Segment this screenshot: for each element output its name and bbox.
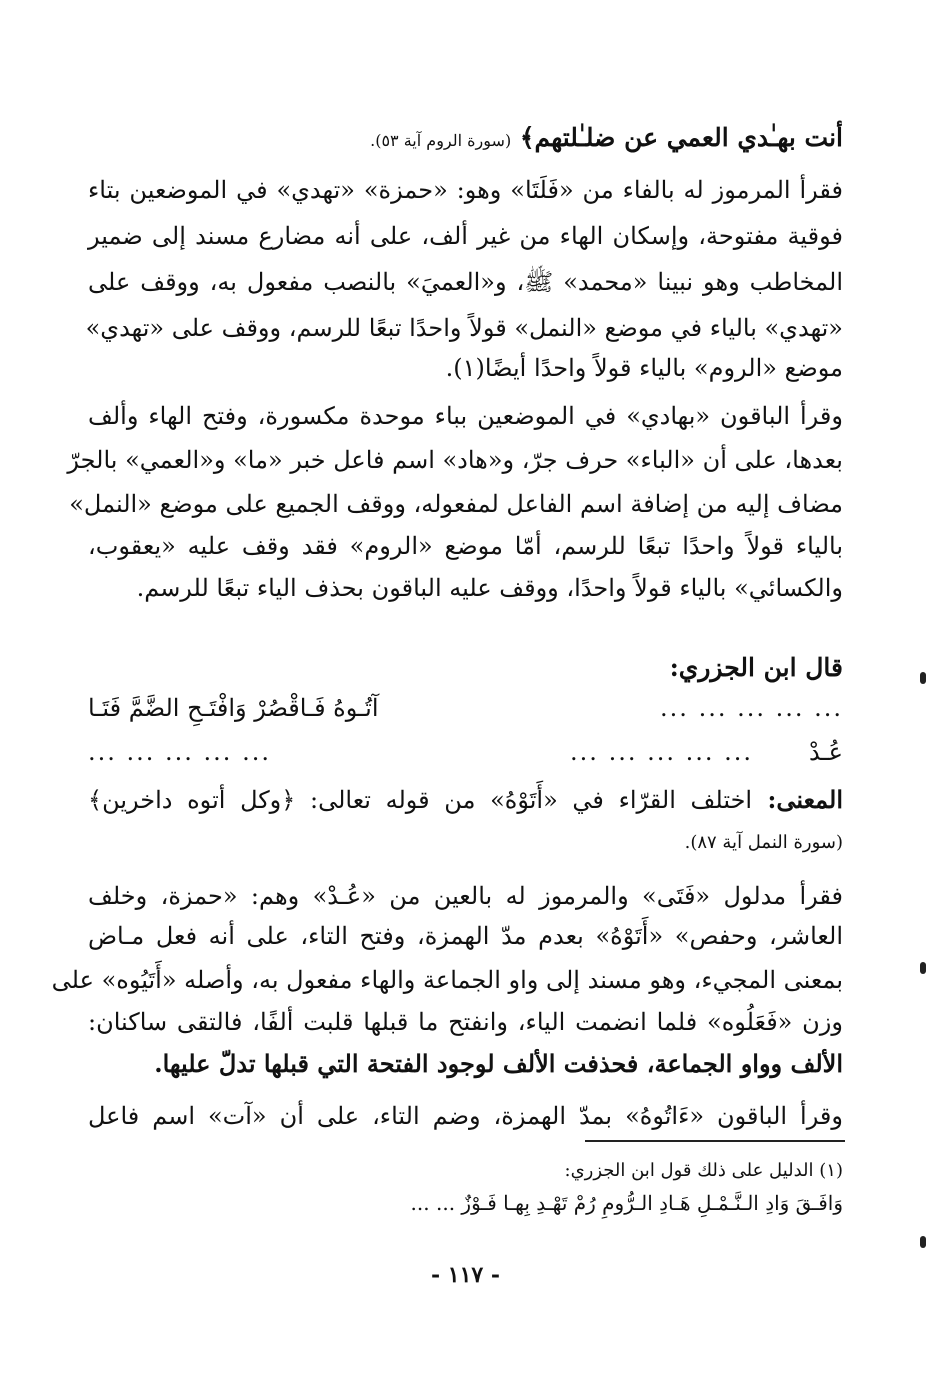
meaning-label: المعنى: <box>767 785 844 814</box>
footnote-verse: وَافَـقَ وَادِ الـنَّـمْـلِ هَـادِ الـرُّومِ رُمْ تَهْـدِ بِهـا فَـوْزٌ ... ... <box>410 1191 843 1215</box>
text-line: فوقية مفتوحة، وإسكان الهاء من غير ألف، على أنه مضارع مسند إلى ضمير <box>88 222 843 250</box>
meaning-line <box>88 780 843 820</box>
scan-mark <box>920 672 926 684</box>
paragraph-4: وقرأ الباقون «ءَاتُوهُ» بمدّ الهمزة، وضم التاء، على أن «آت» اسم فاعل <box>88 1102 843 1130</box>
verse-word: عُـدْ <box>809 738 843 766</box>
text-line: موضع «الروم» بالياء قولاً واحدًا أيضًا(١). <box>445 354 843 382</box>
meaning-text: اختلف القرّاء في «أَتَوْهُ» من قوله تعالى: ﴿وكل أتوه داخرين﴾ <box>88 786 753 814</box>
scan-mark <box>920 1236 926 1248</box>
poem-verse-1 <box>88 688 843 728</box>
page-number: - ١١٧ - <box>430 1262 501 1288</box>
poem-verse-2 <box>88 732 843 772</box>
footnote-separator <box>585 1140 845 1142</box>
text-line: فقرأ مدلول «فَتَى» والمرموز له بالعين من «عُـدْ» وهم: «حمزة، وخلف <box>88 882 843 910</box>
footnote-line: (١) الدليل على ذلك قول ابن الجزري: <box>564 1160 843 1181</box>
text-line: العاشر، وحفص» «أَتَوْهُ» بعدم مدّ الهمزة، وفتح التاء، على أنه فعل مـاض <box>88 922 843 950</box>
text-line: مضاف إليه من إضافة اسم الفاعل لمفعوله، ووقف الجميع على موضع «النمل» <box>69 490 843 518</box>
quote-text: أنت بهـٰدي العمي عن ضلـٰلتهم﴾ <box>519 123 843 152</box>
text-line: المخاطب وهو نبينا «محمد» ﷺ، و«العميَ» بالنصب مفعول به، ووقف على <box>88 268 843 296</box>
section-heading: قال ابن الجزري: <box>669 653 843 682</box>
text-line: الألف وواو الجماعة، فحذفت الألف لوجود الفتحة التي قبلها تدلّ عليها. <box>154 1049 843 1078</box>
surah-reference: (سورة الروم آية ٥٣). <box>370 131 512 150</box>
verse-ellipsis: ... ... ... ... ... <box>88 738 271 766</box>
text-line: فقرأ المرموز له بالفاء من «فَلَتَا» وهو: «حمزة» «تهدي» في الموضعين بتاء <box>88 176 843 204</box>
text-line: والكسائي» بالياء قولاً واحدًا، ووقف عليه الباقون بحذف الياء تبعًا للرسم. <box>136 574 843 602</box>
text-line: «تهدي» بالياء في موضع «النمل» قولاً واحدًا تبعًا للرسم، ووقف على «تهدي» <box>85 314 843 342</box>
text-line: وقرأ الباقون «بهادي» في الموضعين بباء موحدة مكسورة، وفتح الهاء وألف <box>88 402 843 430</box>
verse-quote-line <box>370 118 843 161</box>
verse-ellipsis: ... ... ... ... ... <box>660 694 843 722</box>
scan-mark <box>920 962 926 974</box>
verse-ellipsis: ... ... ... ... ... <box>570 738 753 766</box>
text-line: وزن «فَعَلُوه» فلما انضمت الياء، وانفتح ما قبلها قلبت ألفًا، فالتقى ساكنان: <box>88 1008 843 1036</box>
text-line: بعدها، على أن «الباء» حرف جرّ، و«هاد» اسم فاعل خبر «ما» و«العمي» بالجرّ <box>67 446 843 474</box>
verse-hemistich: آتُـوهُ فَـاقْصُرْ وَافْتَـحِ الضَّمَّ فَتَـا <box>88 694 379 722</box>
text-line: بمعنى المجيء، وهو مسند إلى واو الجماعة والهاء مفعول به، وأصله «أَتَيُوه» على <box>51 966 843 994</box>
surah-reference: (سورة النمل آية ٨٧). <box>684 832 843 853</box>
text-line: بالياء قولاً واحدًا تبعًا للرسم، أمّا موضع «الروم» فقد وقف عليه «يعقوب، <box>88 532 843 560</box>
